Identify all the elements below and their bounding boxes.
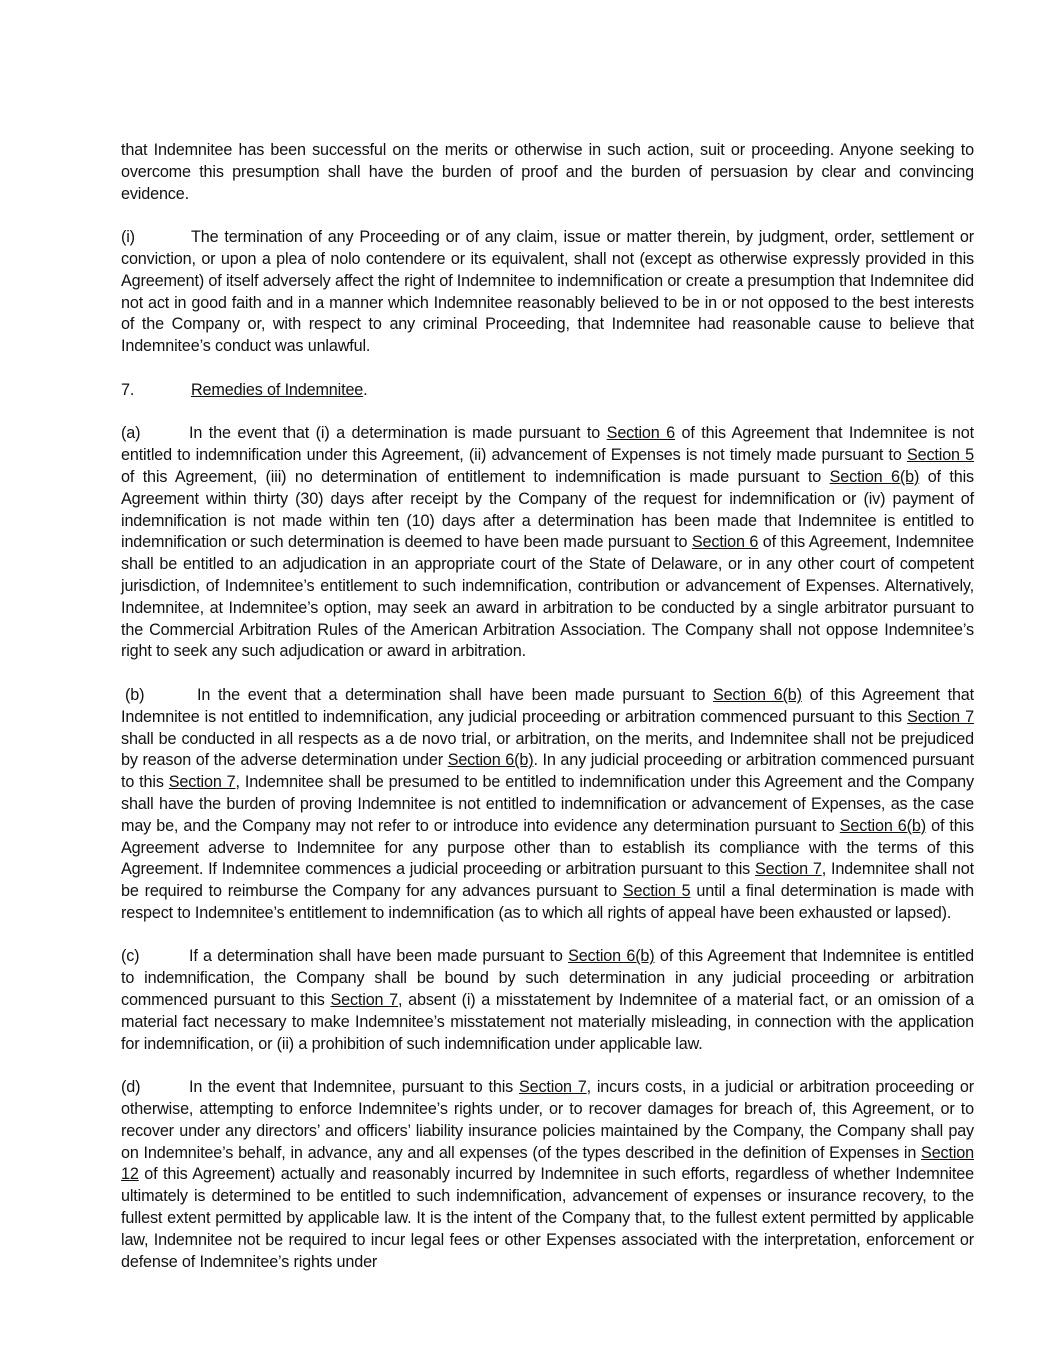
section-7-reference: Section 7 [330,991,399,1010]
paragraph-i [121,227,974,358]
paragraph-b-label: (b) [125,685,145,704]
section-6-reference: Section 6 [606,424,676,443]
document-page [121,140,974,1295]
section-6-reference: Section 6 [691,533,759,552]
section-6b-reference: Section 6(b) [829,467,920,486]
section-7-reference: Section 7 [907,707,974,726]
paragraph-a: (a) In the event that (i) a determination is made pursuant to Section 6 of this Agreement that Indemnitee is not entitled to indemnification under this Agreement, (ii) advancement of Expenses is not timely made pursuant to Section 5 of this Agreement, (iii) no determination of entitlement to indemnification is made pursuant to Section 6(b) of this Agreement within thirty (30) days after receipt by the Company of the request for indemnification or (iv) payment of indemnification is not made within ten (10) days after a determination has been made that Indemnitee is entitled to indemnification or such determination is deemed to have been made pursuant to Section 6 of this Agreement, Indemnitee shall be entitled to an adjudication in an appropriate court of the State of Delaware, or in any other court of competent jurisdiction, of Indemnitee’s entitlement to such indemnification, contribution or advancement of Expenses. Alternatively, Indemnitee, at Indemnitee’s option, may seek an award in arbitration to be conducted by a single arbitrator pursuant to the Commercial Arbitration Rules of the American Arbitration Association. The Company shall not oppose Indemnitee’s right to seek any such adjudication or award in arbitration. [121,424,975,661]
paragraph-i-label: (i) [121,228,135,247]
section-6b-reference: Section 6(b) [712,685,802,704]
section-7-title: Remedies of Indemnitee [191,380,364,399]
paragraph-d-label: (d) [121,1078,141,1097]
paragraph-i-text: The termination of any Proceeding or of any claim, issue or matter therein, by judgment, order, settlement or conviction, or upon a plea of nolo contendere or its equivalent, shall not (except as otherwise expressly provided in this Agreement) of itself adversely affect the right of Indemnitee to indemnification or create a presumption that Indemnitee did not act in good faith and in a manner which Indemnitee reasonably believed to be in or not opposed to the best interests of the Company or, with respect to any criminal Proceeding, that Indemnitee had reasonable cause to believe that Indemnitee’s conduct was unlawful. [121,228,975,356]
section-7-number: 7. [121,380,135,399]
paragraph-b: (b) In the event that a determination shall have been made pursuant to Section 6(b) of this Agreement that Indemnitee is not entitled to indemnification, any judicial proceeding or arbitration commenced pursuant to this Section 7 shall be conducted in all respects as a de novo trial, or arbitration, on the merits, and Indemnitee shall not be prejudiced by reason of the adverse determination under Section 6(b). In any judicial proceeding or arbitration commenced pursuant to this Section 7, Indemnitee shall be presumed to be entitled to indemnification under this Agreement and the Company shall have the burden of proving Indemnitee is not entitled to indemnification or advancement of Expenses, as the case may be, and the Company may not refer to or introduce into evidence any determination pursuant to Section 6(b) of this Agreement adverse to Indemnitee for any purpose other than to establish its compliance with the terms of this Agreement. If Indemnitee commences a judicial proceeding or arbitration pursuant to this Section 7, Indemnitee shall not be required to reimburse the Company for any advances pursuant to Section 5 until a final determination is made with respect to Indemnitee’s entitlement to indemnification (as to which all rights of appeal have been exhausted or lapsed). [121,685,975,922]
paragraph-c-label: (c) [121,947,140,966]
section-7-reference: Section 7 [755,860,822,879]
section-6b-reference: Section 6(b) [568,947,655,966]
section-12-reference: Section 12 [121,1143,974,1184]
section-7-heading: 7. Remedies of Indemnitee. [121,380,974,402]
section-7-reference: Section 7 [168,773,236,792]
section-5-reference: Section 5 [622,882,691,901]
paragraph-a-label: (a) [121,424,141,443]
section-6b-reference: Section 6(b) [447,751,534,770]
intro-paragraph: that Indemnitee has been successful on the merits or otherwise in such action, suit or proceeding. Anyone seeking to overcome this presumption shall have the burden of proof and the burden of persuasion by clear and convincing evidence. [121,141,974,203]
section-5-reference: Section 5 [906,446,974,465]
paragraph-d: (d) In the event that Indemnitee, pursuant to this Section 7, incurs costs, in a judicial or arbitration proceeding or otherwise, attempting to enforce Indemnitee’s rights under, or to recover damages for breach of, this Agreement, or to recover under any directors’ and officers’ liability insurance policies maintained by the Company, the Company shall pay on Indemnitee’s behalf, in advance, any and all expenses (of the types described in the definition of Expenses in Section 12 of this Agreement) actually and reasonably incurred by Indemnitee in such efforts, regardless of whether Indemnitee ultimately is determined to be entitled to such indemnification, advancement of expenses or insurance recovery, to the fullest extent permitted by applicable law. It is the intent of the Company that, to the fullest extent permitted by applicable law, Indemnitee not be required to incur legal fees or other Expenses associated with the interpretation, enforcement or defense of Indemnitee’s rights under [121,1078,974,1271]
section-7-reference: Section 7 [518,1078,587,1097]
paragraph-c: (c) If a determination shall have been made pursuant to Section 6(b) of this Agreement that Indemnitee is entitled to indemnification, the Company shall be bound by such determination in any judicial proceeding or arbitration commenced pursuant to this Section 7, absent (i) a misstatement by Indemnitee of a material fact, or an omission of a material fact necessary to make Indemnitee’s misstatement not materially misleading, in connection with the application for indemnification, or (ii) a prohibition of such indemnification under applicable law. [121,947,974,1053]
section-6b-reference: Section 6(b) [839,816,926,835]
